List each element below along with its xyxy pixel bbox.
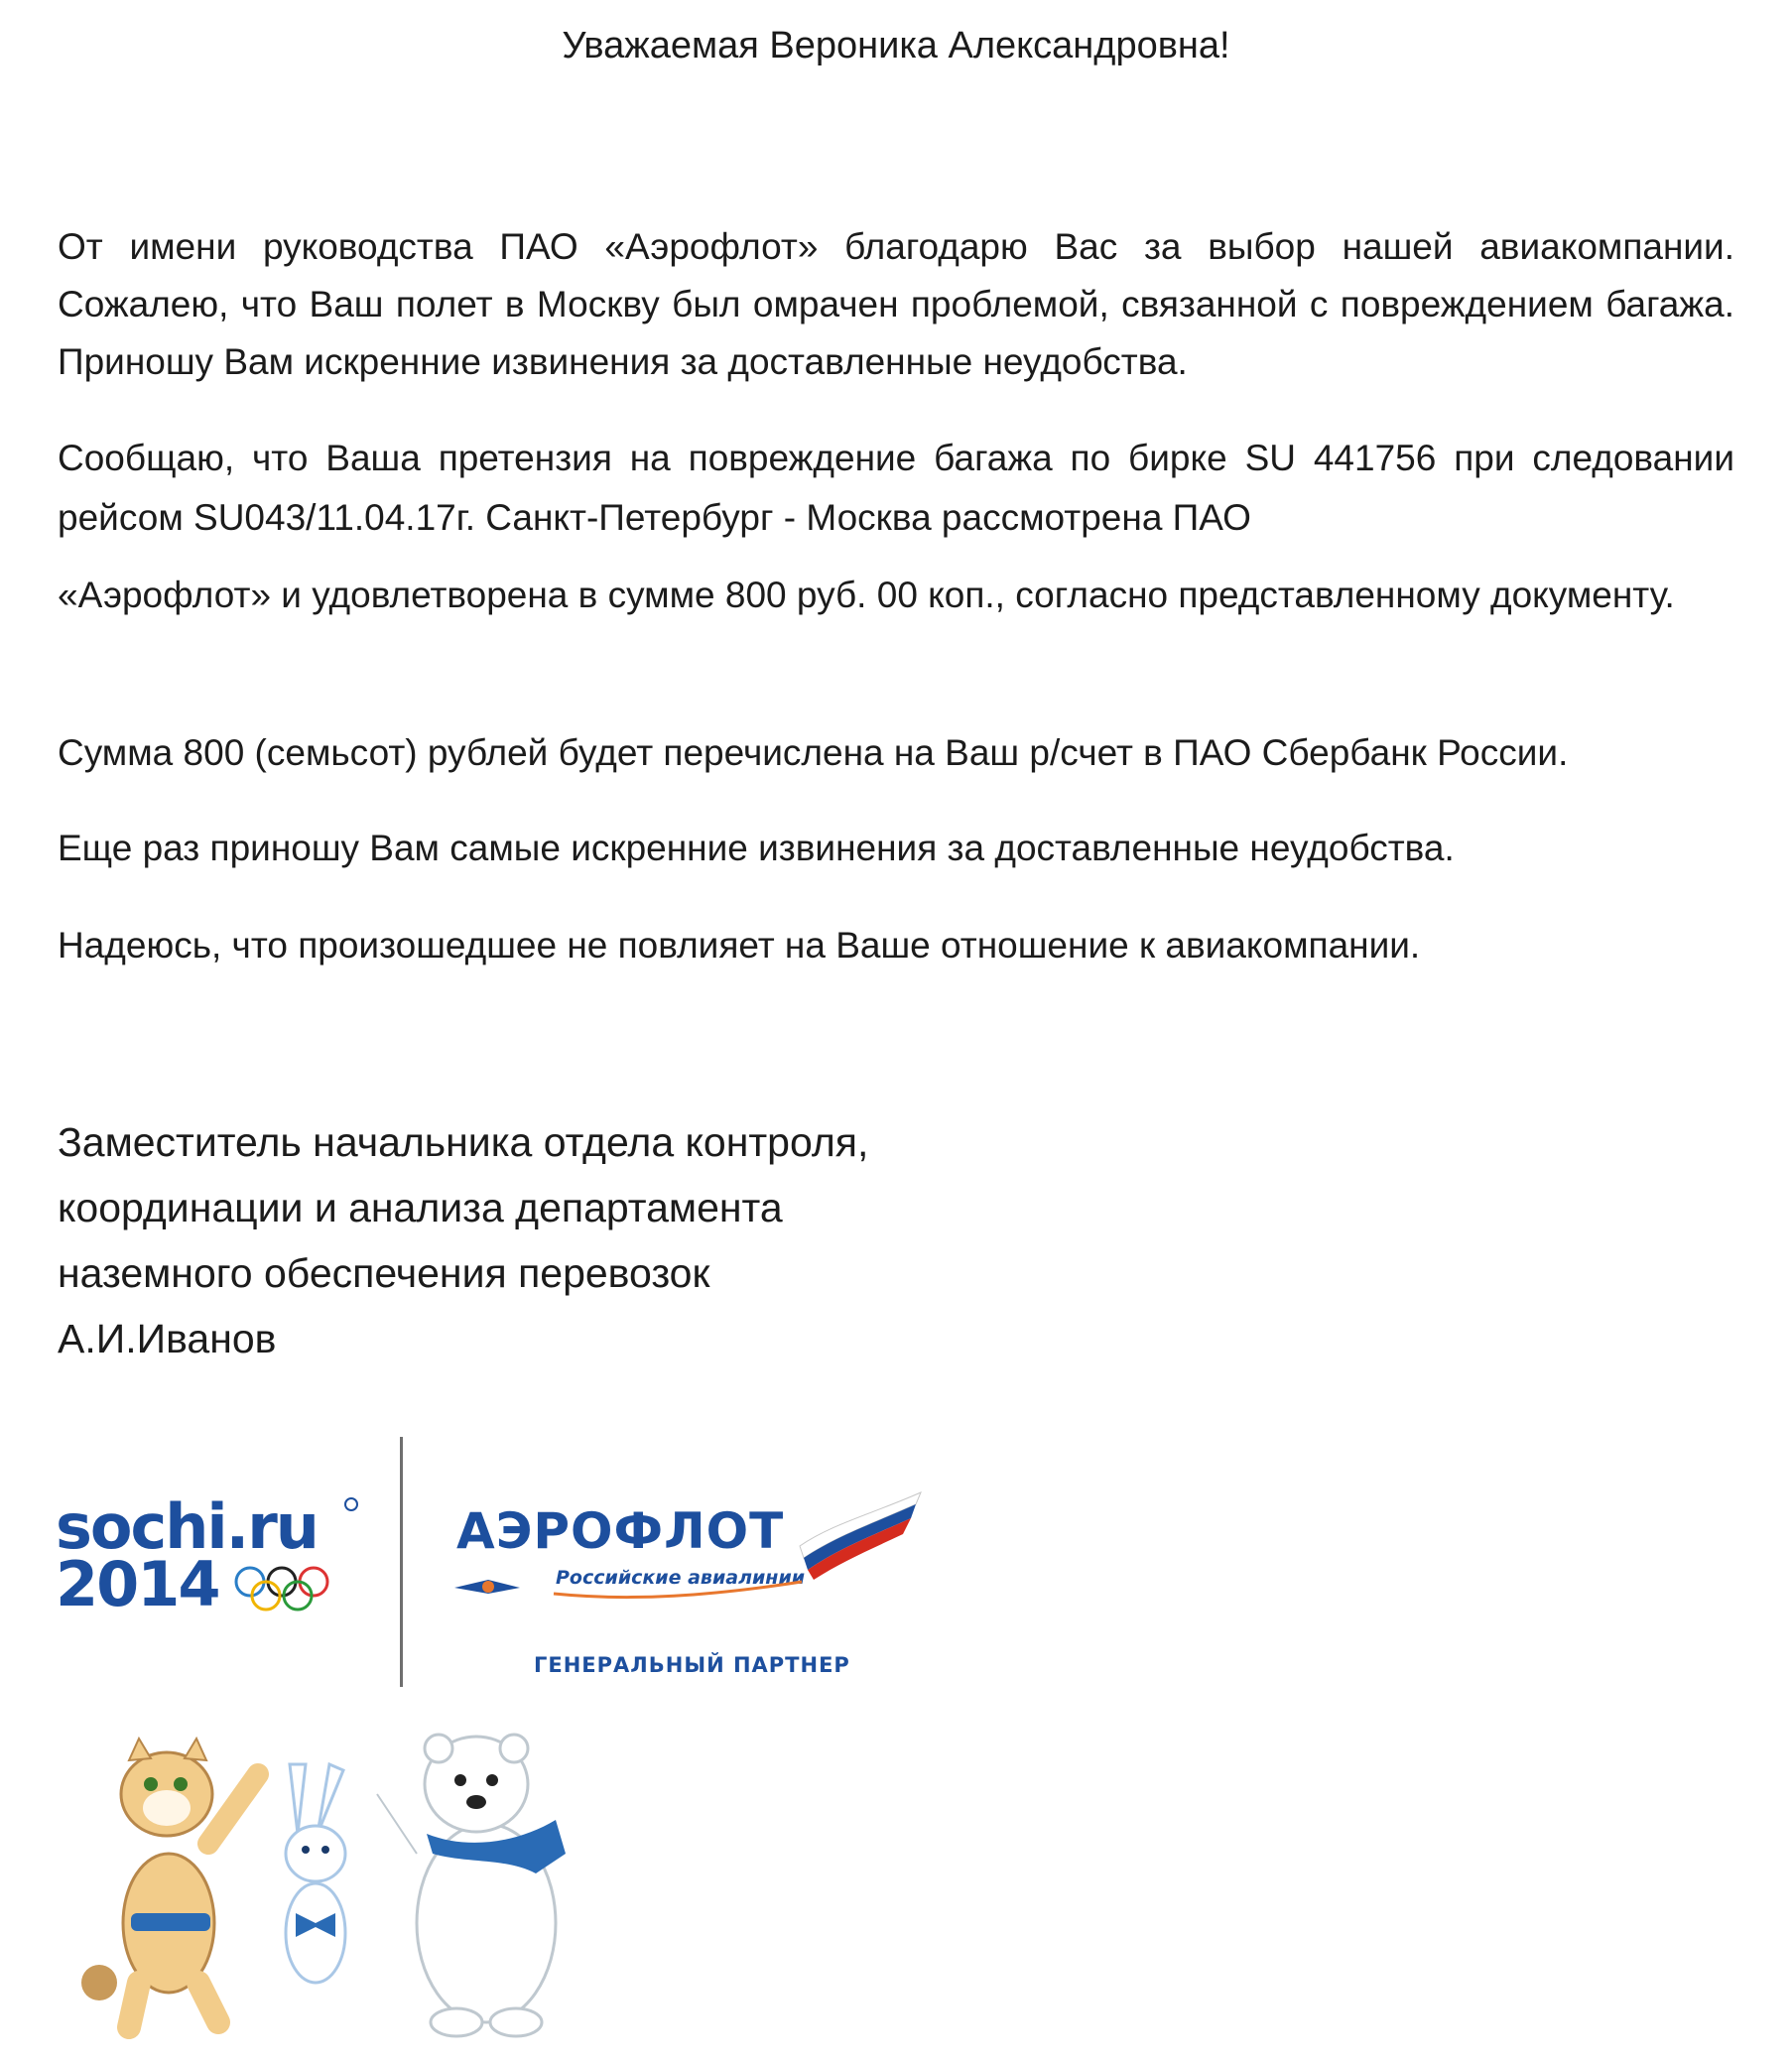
paragraph-claim-part2: «Аэрофлот» и удовлетворена в сумме 800 руб. 00 коп., согласно представленному документу. xyxy=(58,575,1675,615)
paragraph-payment: Сумма 800 (семьсот) рублей будет перечислена на Ваш р/счет в ПАО Сбербанк России. xyxy=(58,732,1569,773)
sochi-year-text: 2014 xyxy=(56,1548,219,1620)
paragraph-apology: Еще раз приношу Вам самые искренние извинения за доставленные неудобства. xyxy=(58,828,1455,868)
winged-emblem-icon xyxy=(454,1580,520,1594)
signature-name: А.И.Иванов xyxy=(58,1316,277,1361)
sochi-logo-text: sochi.ru xyxy=(56,1490,318,1563)
paragraph-thanks: От имени руководства ПАО «Аэрофлот» благодарю Вас за выбор нашей авиакомпании. Сожалею, что Ваш полет в Москву был омрачен проблемой, связанной с повреждением багажа. Приношу Вам искренние извинения за доставленные неудобства. xyxy=(58,226,1734,382)
general-partner-label: ГЕНЕРАЛЬНЫЙ ПАРТНЕР xyxy=(534,1653,850,1677)
leopard-mascot xyxy=(81,1739,258,2027)
russian-flag-icon xyxy=(800,1492,921,1580)
polar-bear-mascot xyxy=(377,1735,566,2036)
aeroflot-logo xyxy=(454,1484,931,1613)
paragraph-claim-part1: Сообщаю, что Ваша претензия на повреждение багажа по бирке SU 441756 при следовании рейсом SU043/11.04.17г. Санкт-Петербург - Москва рассмотрена ПАО xyxy=(58,438,1734,538)
signature-title-line3: наземного обеспечения перевозок xyxy=(58,1250,710,1296)
letter-greeting: Уважаемая Вероника Александровна! xyxy=(562,25,1230,66)
registered-mark-icon xyxy=(345,1498,357,1510)
logo-divider xyxy=(400,1437,403,1687)
paragraph-claim xyxy=(58,429,1734,625)
olympic-rings-icon xyxy=(236,1568,327,1610)
aeroflot-name-text: АЭРОФЛОТ xyxy=(456,1502,785,1560)
aeroflot-tagline-text: Российские авиалинии xyxy=(556,1567,806,1589)
paragraph-closing: Надеюсь, что произошедшее не повлияет на Ваше отношение к авиакомпании. xyxy=(58,925,1421,966)
signature-block xyxy=(58,1109,1149,1371)
signature-title-line2: координации и анализа департамента xyxy=(58,1185,783,1230)
olympic-mascots-image xyxy=(69,1725,665,2042)
sochi-2014-logo xyxy=(54,1488,371,1637)
hare-mascot xyxy=(286,1764,345,1983)
signature-title-line1: Заместитель начальника отдела контроля, xyxy=(58,1119,869,1165)
